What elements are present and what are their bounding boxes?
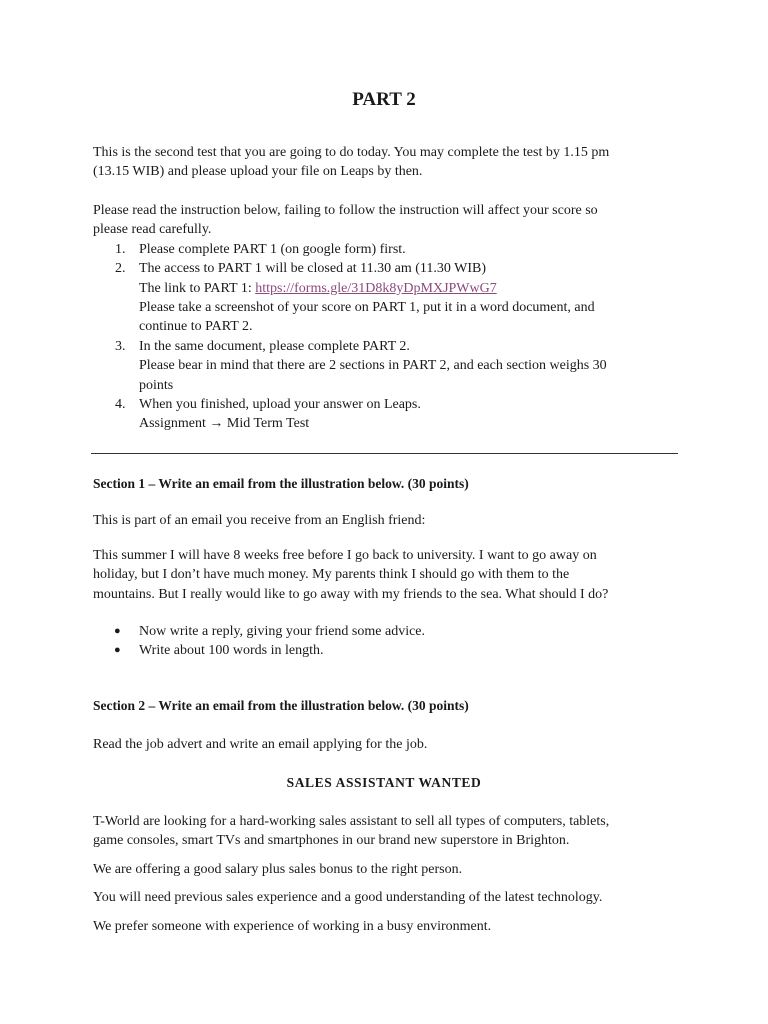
advert-line: We are offering a good salary plus sales bonus to the right person. bbox=[93, 862, 463, 877]
section1-lead: This is part of an email you receive from an English friend: bbox=[93, 513, 426, 528]
step-text: Please bear in mind that there are 2 sections in PART 2, and each section weighs 30 bbox=[139, 358, 607, 374]
section1-heading: Section 1 – Write an email from the illustration below. (30 points) bbox=[93, 476, 469, 491]
bullet-icon: ● bbox=[114, 625, 121, 637]
step-text: The access to PART 1 will be closed at 11.30 am (11.30 WIB) bbox=[139, 261, 487, 277]
step-text: Please take a screenshot of your score on PART 1, put it in a word document, and bbox=[139, 300, 595, 316]
intro-line: This is the second test that you are going to do today. You may complete the test by 1.15 pm bbox=[93, 145, 610, 160]
step-text: Please complete PART 1 (on google form) first. bbox=[139, 241, 406, 257]
advert-line: game consoles, smart TVs and smartphones in our brand new superstore in Brighton. bbox=[93, 833, 570, 849]
task-text: Now write a reply, giving your friend some advice. bbox=[139, 624, 426, 639]
step-link-line bbox=[139, 279, 683, 298]
link-prefix: The link to PART 1: bbox=[139, 280, 256, 296]
page-title: PART 2 bbox=[352, 89, 416, 110]
task-item bbox=[93, 641, 683, 660]
instruction-section bbox=[93, 201, 683, 434]
step-number: 2. bbox=[115, 261, 126, 277]
task-item bbox=[93, 622, 683, 641]
step-text: points bbox=[139, 377, 174, 393]
bullet-icon: ● bbox=[114, 644, 121, 657]
email-line: mountains. But I really would like to go away with my friends to the sea. What should I do? bbox=[93, 586, 609, 602]
intro-line: (13.15 WIB) and please upload your file on Leaps by then. bbox=[93, 164, 423, 180]
advert-line: You will need previous sales experience and a good understanding of the latest technology. bbox=[93, 890, 603, 905]
friend-email-excerpt bbox=[93, 546, 683, 604]
advert-line: T-World are looking for a hard-working sales assistant to sell all types of computers, tablets, bbox=[93, 814, 610, 829]
advert-paragraph bbox=[93, 917, 683, 936]
email-line: holiday, but I don’t have much money. My parents think I should go with them to the bbox=[93, 567, 570, 583]
task-list bbox=[93, 622, 683, 661]
step-text: In the same document, please complete PART 2. bbox=[139, 338, 410, 354]
instruction-step-1 bbox=[93, 240, 683, 259]
instruction-list bbox=[93, 240, 683, 434]
instruction-step-2 bbox=[93, 259, 683, 337]
job-advert-title: SALES ASSISTANT WANTED bbox=[286, 775, 482, 790]
intro-paragraph bbox=[93, 143, 683, 182]
section1-tasks bbox=[93, 622, 683, 661]
step-text: continue to PART 2. bbox=[139, 319, 253, 335]
advert-paragraph bbox=[93, 812, 683, 851]
horizontal-divider bbox=[91, 453, 678, 454]
instruction-step-3 bbox=[93, 337, 683, 395]
instruction-intro-line: Please read the instruction below, failing to follow the instruction will affect your score so bbox=[93, 203, 598, 218]
advert-line: We prefer someone with experience of working in a busy environment. bbox=[93, 919, 492, 934]
section2-heading: Section 2 – Write an email from the illustration below. (30 points) bbox=[93, 698, 469, 713]
email-line: This summer I will have 8 weeks free before I go back to university. I want to go away on bbox=[93, 548, 597, 563]
advert-paragraph bbox=[93, 888, 683, 907]
step-text: When you finished, upload your answer on Leaps. bbox=[139, 397, 421, 413]
step-text: Assignment → Mid Term Test bbox=[139, 416, 310, 432]
instruction-intro-line: please read carefully. bbox=[93, 222, 212, 238]
section2-lead: Read the job advert and write an email applying for the job. bbox=[93, 737, 428, 752]
task-text: Write about 100 words in length. bbox=[139, 643, 324, 659]
instruction-step-4 bbox=[93, 395, 683, 434]
step-number: 4. bbox=[115, 397, 126, 413]
step-number: 1. bbox=[115, 241, 126, 257]
part1-form-link[interactable]: https://forms.gle/31D8k8yDpMXJPWwG7 bbox=[255, 280, 497, 296]
step-number: 3. bbox=[115, 338, 126, 354]
advert-paragraph bbox=[93, 860, 683, 879]
